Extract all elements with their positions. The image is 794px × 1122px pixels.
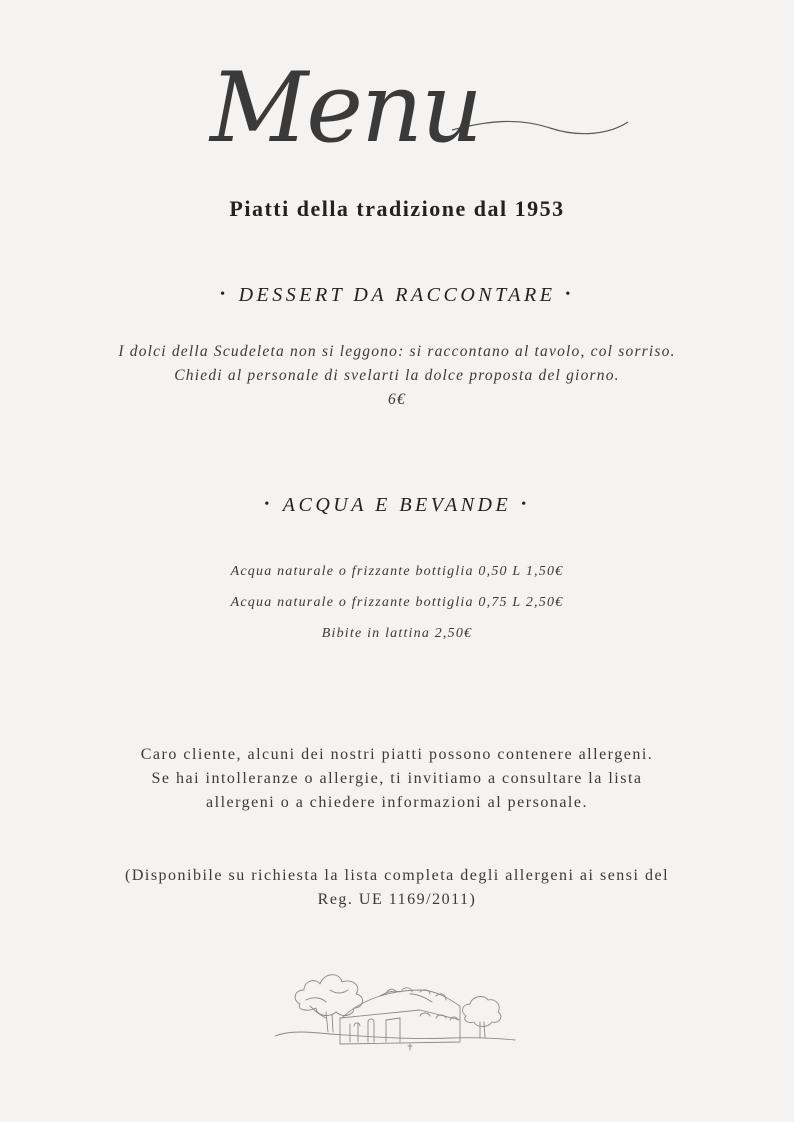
- dessert-description: [0, 340, 794, 412]
- note-line: Reg. UE 1169/2011): [317, 891, 477, 908]
- regulation-note: [0, 864, 794, 912]
- section-heading-dessert: [0, 284, 794, 307]
- dessert-line: Chiedi al personale di svelarti la dolce proposta del giorno.: [174, 367, 620, 384]
- drinks-list: [0, 556, 794, 649]
- list-item: Acqua naturale o frizzante bottiglia 0,75 L 2,50€: [230, 595, 564, 610]
- menu-title: [190, 52, 640, 172]
- note-line: allergeni o a chiedere informazioni al personale.: [206, 794, 588, 811]
- section-title: ACQUA E BEVANDE: [282, 494, 512, 516]
- title-text: Menu: [210, 52, 481, 164]
- list-item: Bibite in lattina 2,50€: [321, 626, 473, 641]
- note-line: Caro cliente, alcuni dei nostri piatti possono contenere allergeni.: [140, 746, 654, 763]
- bullet-right: •: [521, 497, 530, 512]
- subtitle: Piatti della tradizione dal 1953: [229, 196, 565, 221]
- section-heading-drinks: [0, 494, 794, 517]
- house-illustration-icon: [270, 960, 525, 1060]
- bullet-left: •: [264, 497, 273, 512]
- note-line: (Disponibile su richiesta la lista completa degli allergeni ai sensi del: [124, 867, 670, 884]
- dessert-price: 6€: [388, 391, 406, 408]
- section-title: DESSERT DA RACCONTARE: [238, 284, 556, 306]
- bullet-left: •: [220, 287, 229, 302]
- note-line: Se hai intolleranze o allergie, ti invitiamo a consultare la lista: [151, 770, 643, 787]
- list-item: Acqua naturale o frizzante bottiglia 0,50 L 1,50€: [230, 564, 564, 579]
- dessert-line: I dolci della Scudeleta non si leggono: si raccontano al tavolo, col sorriso.: [118, 343, 676, 360]
- allergen-note: [0, 743, 794, 815]
- bullet-right: •: [565, 287, 574, 302]
